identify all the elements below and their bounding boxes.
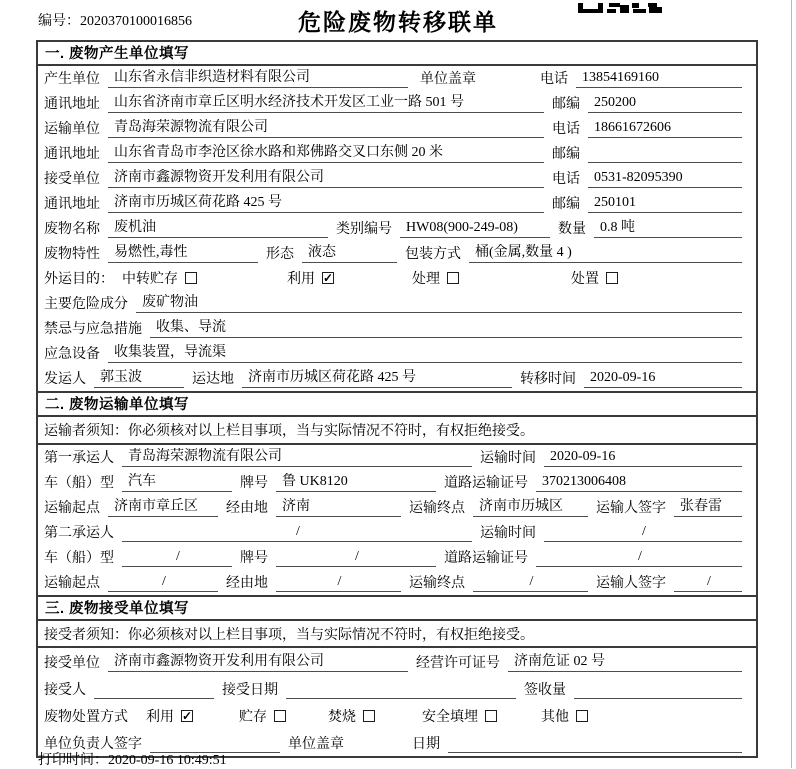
form-row bbox=[38, 316, 756, 341]
field-label: 电话 bbox=[540, 72, 568, 87]
field-value: HW08(900-249-08) bbox=[400, 219, 550, 238]
field-label: 接受单位 bbox=[44, 172, 100, 187]
checkbox-unchecked-icon bbox=[363, 710, 375, 722]
field-label: 运输时间 bbox=[480, 526, 536, 541]
field-label: 类别编号 bbox=[336, 222, 392, 237]
field-label: 发运人 bbox=[44, 372, 86, 387]
field-value bbox=[448, 735, 742, 753]
field-value: 汽车 bbox=[122, 473, 232, 492]
form-row bbox=[38, 702, 756, 729]
checkbox-unchecked-icon bbox=[485, 710, 497, 722]
field-value: 桶(金属,数量 4 ) bbox=[469, 244, 742, 263]
field-value: 易燃性,毒性 bbox=[108, 244, 258, 263]
checkbox-unchecked-icon bbox=[447, 272, 459, 284]
checkbox-label: 处置 bbox=[571, 272, 599, 287]
field-label: 电话 bbox=[552, 122, 580, 137]
checkbox-item bbox=[146, 706, 193, 726]
field-value bbox=[588, 145, 742, 163]
field-value: 收集、导流 bbox=[150, 319, 742, 338]
field-value: 废矿物油 bbox=[136, 294, 742, 313]
form-section bbox=[38, 42, 756, 391]
form-row bbox=[38, 545, 756, 570]
form-row bbox=[38, 141, 756, 166]
field-label: 废物处置方式 bbox=[44, 710, 128, 725]
form-row bbox=[38, 341, 756, 366]
field-value: 济南市鑫源物资开发利用有限公司 bbox=[108, 653, 408, 672]
field-value: 收集装置，导流渠 bbox=[108, 344, 742, 363]
checkbox-item bbox=[287, 268, 334, 288]
field-label: 牌号 bbox=[240, 476, 268, 491]
print-timestamp: 打印时间：2020-09-16 10:49:51 bbox=[38, 753, 227, 768]
field-value: 青岛海荣源物流有限公司 bbox=[108, 119, 544, 138]
field-label: 电话 bbox=[552, 172, 580, 187]
field-value: / bbox=[122, 548, 232, 567]
field-value: 济南危证 02 号 bbox=[508, 653, 742, 672]
form-row bbox=[38, 116, 756, 141]
section-header: 二. 废物运输单位填写 bbox=[38, 393, 756, 417]
field-label: 禁忌与应急措施 bbox=[44, 322, 142, 337]
field-label: 运达地 bbox=[192, 372, 234, 387]
field-value: / bbox=[536, 548, 742, 567]
checkbox-label: 利用 bbox=[146, 710, 174, 725]
form-row bbox=[38, 648, 756, 675]
field-value: / bbox=[544, 523, 742, 542]
qr-code-fragment-icon bbox=[578, 0, 662, 18]
form-row bbox=[38, 675, 756, 702]
field-value: 济南市章丘区 bbox=[108, 498, 218, 517]
checkbox-label: 焚烧 bbox=[328, 710, 356, 725]
field-label: 经由地 bbox=[226, 576, 268, 591]
field-value: 2020-09-16 bbox=[544, 448, 742, 467]
checkbox-label: 安全填埋 bbox=[422, 710, 478, 725]
checkbox-item bbox=[239, 706, 286, 726]
field-label: 运输人签字 bbox=[596, 501, 666, 516]
field-value: 18661672606 bbox=[588, 119, 742, 138]
manifest-form-table bbox=[36, 40, 758, 758]
checkbox-label: 贮存 bbox=[239, 710, 267, 725]
form-row bbox=[38, 291, 756, 316]
field-label: 邮编 bbox=[552, 97, 580, 112]
section-header: 一. 废物产生单位填写 bbox=[38, 42, 756, 66]
form-section bbox=[38, 595, 756, 756]
document-header bbox=[0, 0, 796, 40]
field-value: / bbox=[674, 573, 742, 592]
field-value: 0531-82095390 bbox=[588, 169, 742, 188]
field-label: 第二承运人 bbox=[44, 526, 114, 541]
field-label: 经营许可证号 bbox=[416, 656, 500, 671]
checkbox-item bbox=[122, 268, 197, 288]
checkbox-item bbox=[328, 706, 375, 726]
checkbox-label: 中转贮存 bbox=[122, 272, 178, 287]
field-label: 第一承运人 bbox=[44, 451, 114, 466]
field-value: / bbox=[108, 573, 218, 592]
form-row bbox=[38, 570, 756, 595]
checkbox-label: 其他 bbox=[541, 710, 569, 725]
field-value: / bbox=[276, 548, 436, 567]
checkbox-item bbox=[412, 268, 459, 288]
checkbox-label: 利用 bbox=[287, 272, 315, 287]
form-row bbox=[38, 520, 756, 545]
form-row bbox=[38, 216, 756, 241]
form-row bbox=[38, 417, 756, 445]
checkbox-unchecked-icon bbox=[274, 710, 286, 722]
field-value: 济南市鑫源物资开发利用有限公司 bbox=[108, 169, 544, 188]
form-row bbox=[38, 191, 756, 216]
field-label: 道路运输证号 bbox=[444, 551, 528, 566]
checkbox-unchecked-icon bbox=[606, 272, 618, 284]
checkbox-item bbox=[541, 706, 588, 726]
field-value: 济南市历城区荷花路 425 号 bbox=[108, 194, 544, 213]
field-value: 废机油 bbox=[108, 219, 328, 238]
field-value: 郭玉波 bbox=[94, 369, 184, 388]
document-number: 编号：2020370100016856 bbox=[38, 14, 192, 29]
field-label: 单位盖章 bbox=[420, 72, 476, 87]
field-value: 370213006408 bbox=[536, 473, 742, 492]
checkbox-item bbox=[571, 268, 618, 288]
field-value: / bbox=[276, 573, 401, 592]
field-label: 通讯地址 bbox=[44, 97, 100, 112]
field-label: 邮编 bbox=[552, 147, 580, 162]
field-label: 运输起点 bbox=[44, 501, 100, 516]
field-value: 液态 bbox=[302, 244, 397, 263]
page-edge-divider bbox=[791, 0, 792, 768]
field-value: 张春雷 bbox=[674, 498, 742, 517]
form-row bbox=[38, 495, 756, 520]
field-label: 转移时间 bbox=[520, 372, 576, 387]
field-label: 通讯地址 bbox=[44, 147, 100, 162]
field-label: 主要危险成分 bbox=[44, 297, 128, 312]
field-label: 运输终点 bbox=[409, 576, 465, 591]
field-value: / bbox=[122, 523, 472, 542]
field-value: 济南 bbox=[276, 498, 401, 517]
field-value: 2020-09-16 bbox=[584, 369, 742, 388]
checkbox-label: 处理 bbox=[412, 272, 440, 287]
field-label: 运输单位 bbox=[44, 122, 100, 137]
field-label: 外运目的： bbox=[44, 272, 114, 287]
field-value: 山东省青岛市李沧区徐水路和郑佛路交叉口东侧 20 米 bbox=[108, 144, 544, 163]
field-label: 运输起点 bbox=[44, 576, 100, 591]
field-value: 0.8 吨 bbox=[594, 219, 742, 238]
field-label: 经由地 bbox=[226, 501, 268, 516]
field-label: 邮编 bbox=[552, 197, 580, 212]
field-value: 济南市历城区荷花路 425 号 bbox=[242, 369, 512, 388]
form-section bbox=[38, 391, 756, 595]
field-value: 鲁 UK8120 bbox=[276, 473, 436, 492]
field-label: 日期 bbox=[412, 737, 440, 752]
form-row bbox=[38, 621, 756, 648]
form-row bbox=[38, 366, 756, 391]
field-label: 包装方式 bbox=[405, 247, 461, 262]
form-row bbox=[38, 66, 756, 91]
form-row bbox=[38, 241, 756, 266]
form-row bbox=[38, 91, 756, 116]
field-label: 产生单位 bbox=[44, 72, 100, 87]
form-row bbox=[38, 266, 756, 291]
field-label: 道路运输证号 bbox=[444, 476, 528, 491]
form-row bbox=[38, 166, 756, 191]
notice-text: 接受者须知：你必须核对以上栏目事项，当与实际情况不符时，有权拒绝接受。 bbox=[44, 627, 534, 643]
field-label: 通讯地址 bbox=[44, 197, 100, 212]
field-label: 运输终点 bbox=[409, 501, 465, 516]
field-value: 青岛海荣源物流有限公司 bbox=[122, 448, 472, 467]
field-label: 应急设备 bbox=[44, 347, 100, 362]
field-value bbox=[286, 681, 516, 699]
field-label: 接受人 bbox=[44, 683, 86, 698]
field-value: 济南市历城区 bbox=[473, 498, 588, 517]
form-row bbox=[38, 470, 756, 495]
field-label: 车（船）型 bbox=[44, 551, 114, 566]
field-value: 13854169160 bbox=[576, 69, 742, 88]
field-label: 废物名称 bbox=[44, 222, 100, 237]
field-value: 山东省永信非织造材料有限公司 bbox=[108, 69, 408, 88]
field-label: 形态 bbox=[266, 247, 294, 262]
field-label: 接受单位 bbox=[44, 656, 100, 671]
field-value bbox=[574, 681, 742, 699]
form-row bbox=[38, 445, 756, 470]
field-label: 牌号 bbox=[240, 551, 268, 566]
field-label: 接受日期 bbox=[222, 683, 278, 698]
checkbox-unchecked-icon bbox=[185, 272, 197, 284]
field-value: 250101 bbox=[588, 194, 742, 213]
section-header: 三. 废物接受单位填写 bbox=[38, 597, 756, 621]
field-label: 数量 bbox=[558, 222, 586, 237]
checkbox-item bbox=[422, 706, 497, 726]
field-label: 运输时间 bbox=[480, 451, 536, 466]
field-value: 250200 bbox=[588, 94, 742, 113]
field-label: 签收量 bbox=[524, 683, 566, 698]
field-value: 山东省济南市章丘区明水经济技术开发区工业一路 501 号 bbox=[108, 94, 544, 113]
field-label: 单位负责人签字 bbox=[44, 737, 142, 752]
checkbox-checked-icon: ✓ bbox=[181, 708, 193, 723]
field-value bbox=[94, 681, 214, 699]
field-value: / bbox=[473, 573, 588, 592]
checkbox-unchecked-icon bbox=[576, 710, 588, 722]
field-label: 废物特性 bbox=[44, 247, 100, 262]
field-label: 单位盖章 bbox=[288, 737, 344, 752]
notice-text: 运输者须知：你必须核对以上栏目事项，当与实际情况不符时，有权拒绝接受。 bbox=[44, 424, 534, 439]
field-label: 运输人签字 bbox=[596, 576, 666, 591]
page-title: 危险废物转移联单 bbox=[298, 9, 498, 35]
checkbox-checked-icon: ✓ bbox=[322, 270, 334, 285]
field-label: 车（船）型 bbox=[44, 476, 114, 491]
